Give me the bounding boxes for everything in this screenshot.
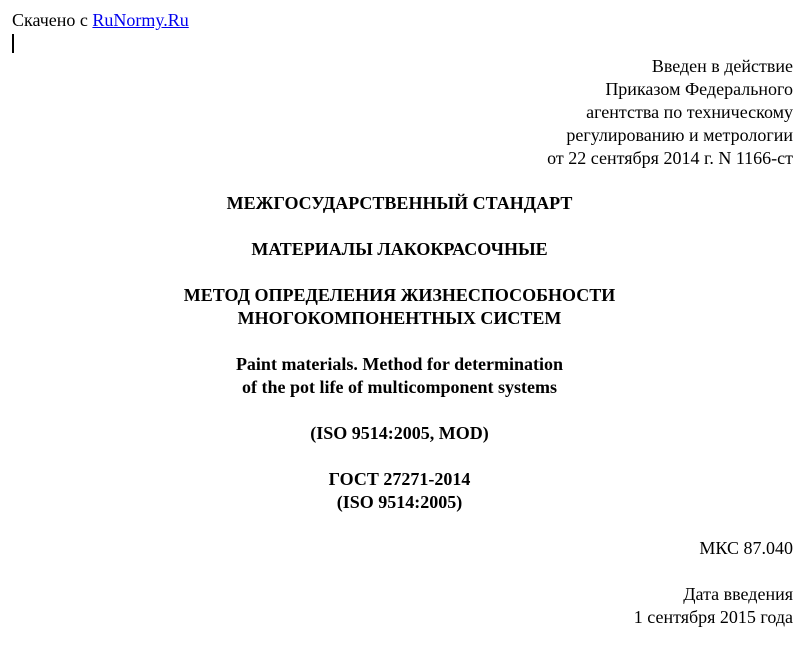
- introduction-line: 1 сентября 2015 года: [633, 607, 793, 627]
- approval-line: регулированию и метрологии: [566, 125, 793, 145]
- iso-reference-text: (ISO 9514:2005, MOD): [310, 423, 489, 443]
- introduction-line: Дата введения: [683, 584, 793, 604]
- approval-block: [547, 55, 793, 170]
- standard-subject-text: МАТЕРИАЛЫ ЛАКОКРАСОЧНЫЕ: [251, 239, 548, 259]
- standard-subject-title: [0, 238, 799, 261]
- standard-type-text: МЕЖГОСУДАРСТВЕННЫЙ СТАНДАРТ: [226, 193, 573, 213]
- standard-designation: [0, 468, 799, 514]
- method-title-line: МЕТОД ОПРЕДЕЛЕНИЯ ЖИЗНЕСПОСОБНОСТИ: [183, 285, 616, 305]
- introduction-date-block: [634, 583, 793, 629]
- source-line: [12, 9, 189, 31]
- approval-line: Введен в действие: [651, 56, 793, 76]
- designation-line: (ISO 9514:2005): [336, 492, 463, 512]
- approval-line: Приказом Федерального: [605, 79, 793, 99]
- method-title: [0, 284, 799, 330]
- text-cursor: [12, 34, 14, 53]
- standard-type-title: [0, 192, 799, 215]
- source-prefix: Скачено с: [12, 10, 93, 30]
- runormy-link[interactable]: RuNormy.Ru: [92, 10, 189, 30]
- designation-line: ГОСТ 27271-2014: [328, 469, 471, 489]
- english-title-line: Paint materials. Method for determination: [235, 354, 564, 374]
- english-title-line: of the pot life of multicomponent systems: [242, 377, 557, 397]
- english-title: [0, 353, 799, 399]
- approval-line: от 22 сентября 2014 г. N 1166-ст: [547, 148, 793, 168]
- iso-reference: [0, 422, 799, 445]
- approval-line: агентства по техническому: [586, 102, 793, 122]
- method-title-line: МНОГОКОМПОНЕНТНЫХ СИСТЕМ: [237, 308, 562, 328]
- mks-code: МКС 87.040: [699, 538, 793, 558]
